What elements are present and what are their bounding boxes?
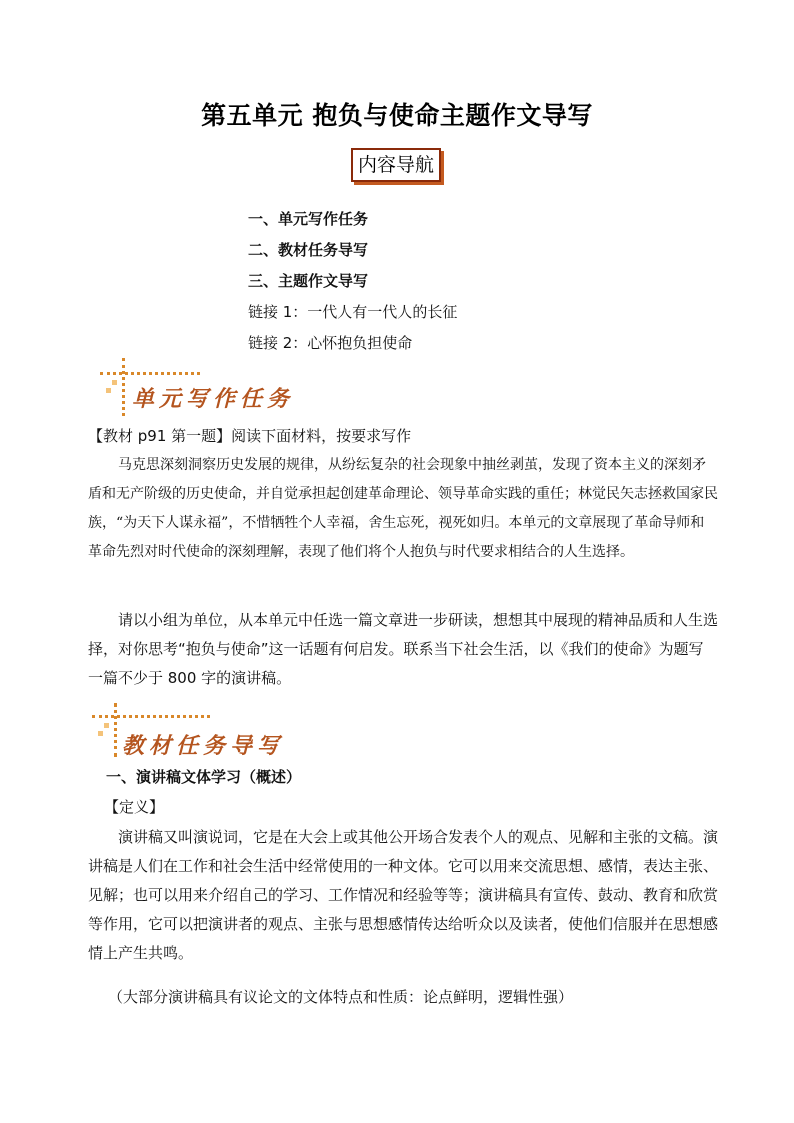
decorative-dot [98, 731, 103, 736]
decorative-dotted-line [92, 715, 210, 718]
section-heading-unit-task [100, 358, 320, 418]
decorative-dotted-line [114, 703, 117, 757]
section-title: 教材任务导写 [122, 733, 285, 759]
subsection-title: 一、演讲稿文体学习（概述） [106, 768, 302, 786]
decorative-dot [104, 723, 109, 728]
toc-item-theme-guide[interactable]: 三、主题作文导写 [248, 272, 369, 290]
definition-paragraph: 演讲稿又叫演说词，它是在大会上或其他公开场合发表个人的观点、见解和主张的文稿。演讲稿是人们在工作和社会生活中经常使用的一种文体。它可以用来交流思想、感情，表达主张、见解；也可以用来介绍自己的学习、工作情况和经验等等；演讲稿具有宣传、鼓动、教育和欣赏等作用，它可以把演讲者的观点、主张与思想感情传达给听众以及读者，使他们信服并在思想感情上产生共鸣。 [88, 828, 719, 962]
requirement-paragraph: 请以小组为单位，从本单元中任选一篇文章进一步研读，想想其中展现的精神品质和人生选择，对你思考“抱负与使命”这一话题有何启发。联系当下社会生活，以《我们的使命》为题写一篇不少于 800 字的演讲稿。 [88, 611, 719, 687]
toc-item-textbook-guide[interactable]: 二、教材任务导写 [248, 241, 369, 259]
task-label: 【教材 p91 第一题】阅读下面材料，按要求写作 [88, 427, 412, 445]
content-navigation-badge: 内容导航 [351, 148, 441, 182]
toc-item-unit-task[interactable]: 一、单元写作任务 [248, 210, 369, 228]
table-of-contents [248, 204, 457, 359]
decorative-dot [106, 388, 111, 393]
definition-label: 【定义】 [104, 798, 165, 816]
decorative-dot [112, 380, 117, 385]
decorative-dotted-line [100, 372, 200, 375]
material-paragraph: 马克思深刻洞察历史发展的规律，从纷纭复杂的社会现象中抽丝剥茧，发现了资本主义的深刻矛盾和无产阶级的历史使命，并自觉承担起创建革命理论、领导革命实践的重任；林觉民矢志拯救国家民族，“为天下人谋永福”，不惜牺牲个人幸福，舍生忘死，视死如归。本单元的文章展现了革命导师和革命先烈对时代使命的深刻理解，表现了他们将个人抱负与时代要求相结合的人生选择。 [88, 457, 718, 560]
section-title: 单元写作任务 [132, 386, 295, 412]
decorative-dotted-line [122, 358, 125, 416]
toc-link-1[interactable]: 链接 1：一代人有一代人的长征 [248, 303, 458, 321]
toc-link-2[interactable]: 链接 2：心怀抱负担使命 [248, 334, 413, 352]
section-heading-textbook-guide [92, 703, 332, 763]
note-paragraph: （大部分演讲稿具有议论文的文体特点和性质：论点鲜明，逻辑性强） [108, 988, 574, 1006]
page-title: 第五单元 抱负与使命主题作文导写 [201, 101, 593, 130]
